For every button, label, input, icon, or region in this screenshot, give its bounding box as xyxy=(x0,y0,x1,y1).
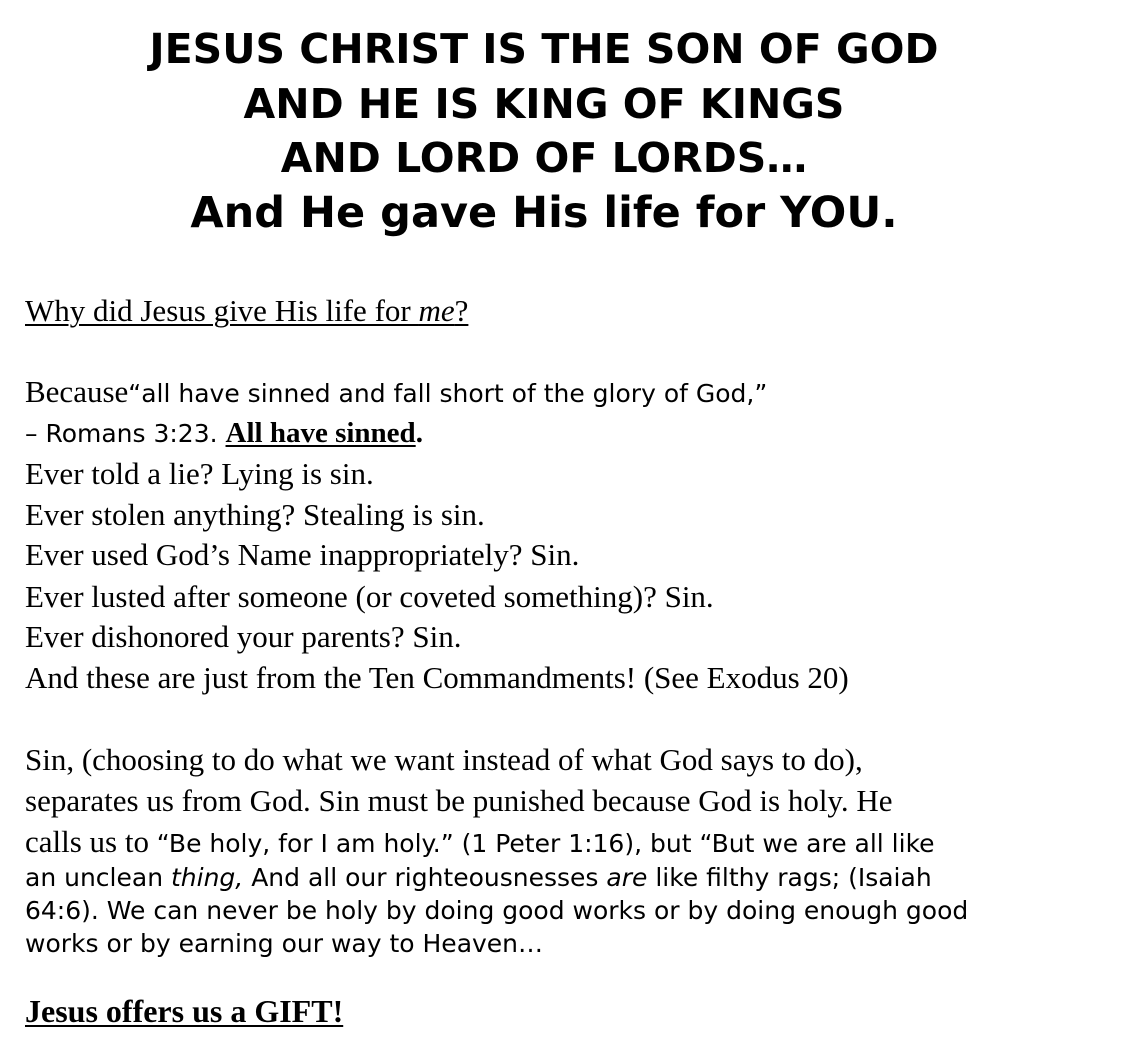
sin-item: And these are just from the Ten Commandments! (See Exodus 20) xyxy=(25,660,849,695)
peter-quote: “Be holy, for I am holy.” (1 Peter 1:16), but “But we are all like xyxy=(156,829,935,858)
title-line-4: And He gave His life for YOU. xyxy=(190,187,898,238)
title-line-2: AND HE IS KING OF KINGS xyxy=(243,79,845,128)
sin-item: Ever told a lie? Lying is sin. xyxy=(25,456,374,491)
unclean-text: an unclean xyxy=(25,863,171,892)
question-heading xyxy=(25,293,468,329)
righteousness-text: And all our righteousnesses xyxy=(243,863,607,892)
calls-us-text: calls us to xyxy=(25,824,157,859)
paragraph-line-1: Sin, (choosing to do what we want instead of what God says to do), xyxy=(25,742,863,777)
title-line-3: AND LORD OF LORDS… xyxy=(280,134,808,182)
paragraph-line-2: separates us from God. Sin must be punished because God is holy. He xyxy=(25,783,893,818)
question-text: Why did Jesus give His life for xyxy=(25,293,419,328)
filthy-rags-text: like filthy rags; (Isaiah xyxy=(647,863,932,892)
sin-item: Ever used God’s Name inappropriately? Sin. xyxy=(25,537,580,572)
paragraph-line-4 xyxy=(25,863,932,892)
all-have-sinned: All have sinned xyxy=(225,417,416,449)
are-emphasis: are xyxy=(606,863,648,892)
period: . xyxy=(415,417,423,449)
thing-emphasis: thing, xyxy=(170,863,244,892)
gift-heading: Jesus offers us a GIFT! xyxy=(25,993,344,1029)
romans-reference-line xyxy=(25,417,423,450)
sin-item: Ever stolen anything? Stealing is sin. xyxy=(25,497,485,532)
paragraph-line-3 xyxy=(25,824,935,860)
sin-item: Ever lusted after someone (or coveted something)? Sin. xyxy=(25,579,714,614)
paragraph-line-6: works or by earning our way to Heaven… xyxy=(25,929,544,958)
because-lead: Because xyxy=(25,374,129,409)
question-mark: ? xyxy=(454,293,469,328)
sin-item: Ever dishonored your parents? Sin. xyxy=(25,619,462,654)
romans-quote: “all have sinned and fall short of the glory of God,” xyxy=(128,379,768,408)
question-emphasis: me xyxy=(418,293,455,328)
paragraph-line-5: 64:6). We can never be holy by doing good works or by doing enough good xyxy=(25,896,969,925)
page-title xyxy=(0,22,1088,240)
romans-reference: – Romans 3:23. xyxy=(25,419,226,448)
because-line xyxy=(25,374,767,410)
title-line-1: JESUS CHRIST IS THE SON OF GOD xyxy=(149,25,939,73)
